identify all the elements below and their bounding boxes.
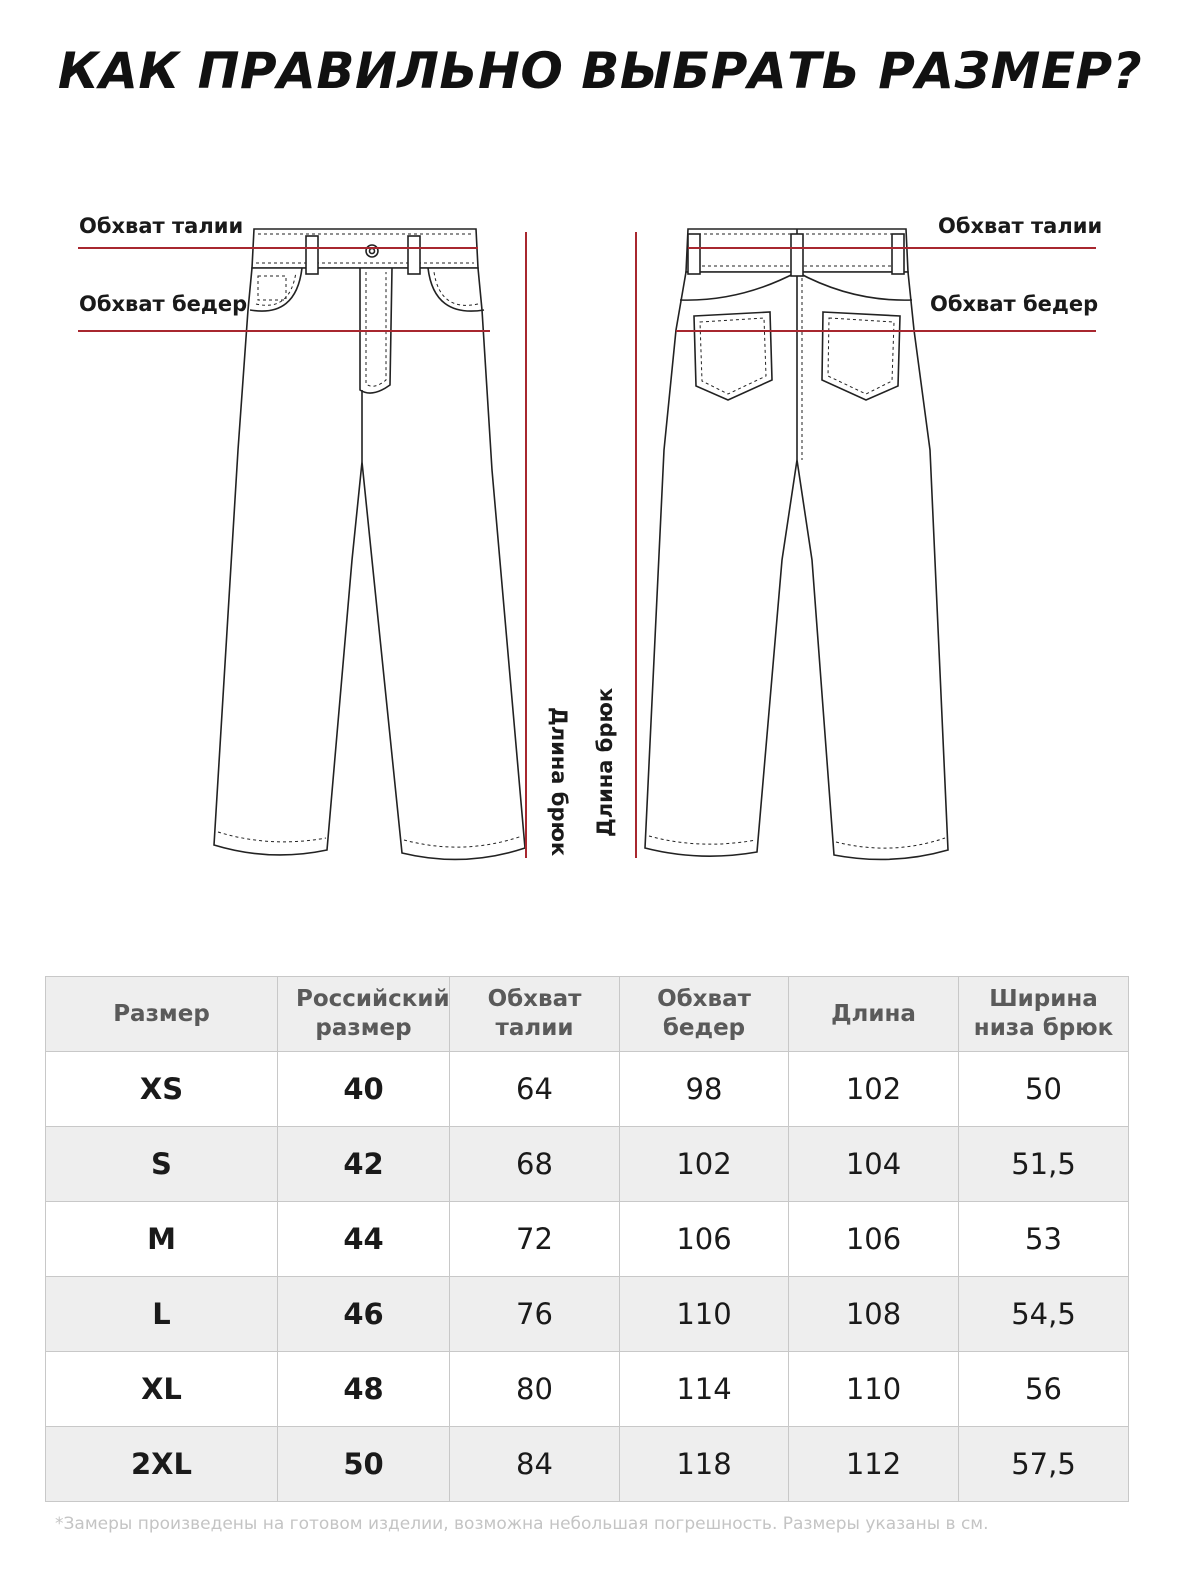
header-size: Размер [46, 977, 278, 1052]
cell-hem-width: 53 [959, 1202, 1129, 1277]
header-russian-size: Российский размер [278, 977, 450, 1052]
table-row [46, 1127, 1129, 1202]
front-pants-drawing [214, 229, 525, 859]
header-hip: Обхват бедер [620, 977, 789, 1052]
cell-hip: 106 [620, 1202, 789, 1277]
cell-hip: 98 [620, 1052, 789, 1127]
cell-length: 104 [789, 1127, 959, 1202]
cell-hip: 114 [620, 1352, 789, 1427]
cell-hem-width: 56 [959, 1352, 1129, 1427]
front-waist-label: Обхват талии [79, 214, 244, 238]
cell-length: 108 [789, 1277, 959, 1352]
cell-hem-width: 54,5 [959, 1277, 1129, 1352]
table-row [46, 1352, 1129, 1427]
cell-hem-width: 50 [959, 1052, 1129, 1127]
cell-russian-size: 40 [278, 1052, 450, 1127]
cell-size: XL [46, 1352, 278, 1427]
size-table [45, 976, 1129, 1502]
back-length-label: Длина брюк [593, 687, 617, 837]
header-waist: Обхват талии [450, 977, 620, 1052]
cell-hip: 110 [620, 1277, 789, 1352]
cell-waist: 72 [450, 1202, 620, 1277]
cell-length: 110 [789, 1352, 959, 1427]
cell-size: L [46, 1277, 278, 1352]
back-pants-drawing [645, 229, 948, 859]
cell-hip: 118 [620, 1427, 789, 1502]
front-length-label: Длина брюк [547, 707, 571, 857]
cell-russian-size: 42 [278, 1127, 450, 1202]
cell-size: XS [46, 1052, 278, 1127]
footnote: *Замеры произведены на готовом изделии, возможна небольшая погрешность. Размеры указаны в см. [55, 1514, 989, 1534]
cell-length: 112 [789, 1427, 959, 1502]
cell-hem-width: 57,5 [959, 1427, 1129, 1502]
cell-russian-size: 50 [278, 1427, 450, 1502]
cell-russian-size: 46 [278, 1277, 450, 1352]
back-hip-label: Обхват бедер [930, 292, 1099, 316]
cell-russian-size: 44 [278, 1202, 450, 1277]
cell-russian-size: 48 [278, 1352, 450, 1427]
cell-waist: 84 [450, 1427, 620, 1502]
cell-size: 2XL [46, 1427, 278, 1502]
cell-size: S [46, 1127, 278, 1202]
header-hem-width: Ширина низа брюк [959, 977, 1129, 1052]
table-row [46, 1202, 1129, 1277]
cell-waist: 64 [450, 1052, 620, 1127]
table-row [46, 1052, 1129, 1127]
cell-length: 106 [789, 1202, 959, 1277]
table-row [46, 1427, 1129, 1502]
page-title: КАК ПРАВИЛЬНО ВЫБРАТЬ РАЗМЕР? [57, 42, 1143, 100]
cell-waist: 80 [450, 1352, 620, 1427]
cell-length: 102 [789, 1052, 959, 1127]
front-hip-label: Обхват бедер [79, 292, 248, 316]
cell-hem-width: 51,5 [959, 1127, 1129, 1202]
header-length: Длина [789, 977, 959, 1052]
cell-waist: 68 [450, 1127, 620, 1202]
cell-waist: 76 [450, 1277, 620, 1352]
table-row [46, 1277, 1129, 1352]
cell-size: M [46, 1202, 278, 1277]
table-header-row [46, 977, 1129, 1052]
back-waist-label: Обхват талии [938, 214, 1103, 238]
cell-hip: 102 [620, 1127, 789, 1202]
